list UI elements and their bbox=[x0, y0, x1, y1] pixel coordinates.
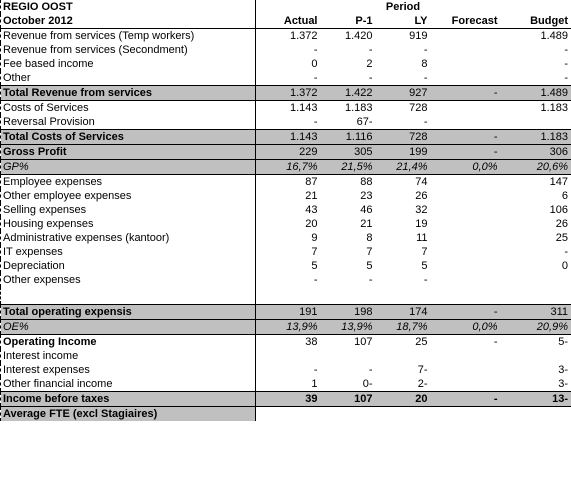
cell-ly: - bbox=[423, 44, 428, 56]
row-label: Income before taxes bbox=[1, 392, 256, 407]
cell-p1: 88 bbox=[360, 176, 373, 188]
row-label: Total Revenue from services bbox=[1, 86, 256, 101]
table-row bbox=[1, 86, 571, 101]
cell-forecast bbox=[431, 203, 501, 217]
cell-forecast bbox=[431, 363, 501, 377]
table-row bbox=[1, 145, 571, 160]
cell-ly: 8 bbox=[421, 58, 428, 70]
cell-actual: 38 bbox=[256, 335, 321, 350]
cell-ly: - bbox=[423, 274, 428, 286]
table-row bbox=[1, 245, 571, 259]
cell-p1: 67- bbox=[356, 116, 373, 128]
table-row bbox=[1, 259, 571, 273]
period-label: Period bbox=[385, 1, 421, 13]
cell-forecast bbox=[431, 273, 501, 287]
table-row bbox=[1, 43, 571, 57]
cell-p1: 107 bbox=[354, 336, 373, 348]
cell-ly: 25 bbox=[415, 336, 428, 348]
cell-ly bbox=[376, 349, 431, 363]
cell-ly: 20 bbox=[376, 392, 431, 407]
cell-budget: 306 bbox=[501, 145, 571, 160]
cell-forecast: 0,0% bbox=[431, 160, 501, 175]
cell-p1: 1.116 bbox=[321, 130, 376, 145]
table-row bbox=[1, 217, 571, 231]
cell-p1: 305 bbox=[321, 145, 376, 160]
cell-p1: - bbox=[368, 364, 373, 376]
cell-budget bbox=[501, 349, 571, 363]
cell-forecast bbox=[431, 43, 501, 57]
cell-budget: 147 bbox=[501, 175, 571, 190]
cell-actual: 7 bbox=[256, 245, 321, 259]
cell-p1: 5 bbox=[366, 260, 373, 272]
cell-p1: 0- bbox=[362, 378, 373, 390]
table-row bbox=[1, 305, 571, 320]
cell-ly bbox=[376, 287, 431, 305]
cell-actual: 43 bbox=[256, 203, 321, 217]
row-label: Other employee expenses bbox=[1, 189, 256, 203]
table-row bbox=[1, 335, 571, 350]
table-row bbox=[1, 231, 571, 245]
cell-budget: - bbox=[501, 245, 571, 259]
cell-actual: - bbox=[256, 115, 321, 130]
col-header-actual: Actual bbox=[256, 14, 321, 29]
cell-actual: 9 bbox=[256, 231, 321, 245]
cell-budget: 106 bbox=[501, 203, 571, 217]
cell-budget: 3- bbox=[501, 363, 571, 377]
col-header-forecast: Forecast bbox=[431, 14, 501, 29]
cell-actual: 1.143 bbox=[256, 130, 321, 145]
cell-actual: 1 bbox=[256, 377, 321, 392]
cell-actual: - bbox=[256, 43, 321, 57]
cell-ly: 74 bbox=[415, 176, 428, 188]
row-label: Interest expenses bbox=[1, 363, 256, 377]
cell-forecast bbox=[431, 349, 501, 363]
header-row-columns bbox=[1, 14, 571, 29]
cell-forecast: 0,0% bbox=[431, 320, 501, 335]
cell-p1: 1.183 bbox=[344, 102, 373, 114]
cell-ly: - bbox=[423, 116, 428, 128]
cell-ly: 32 bbox=[415, 204, 428, 216]
cell-ly: 728 bbox=[376, 130, 431, 145]
row-label: Costs of Services bbox=[1, 101, 256, 116]
cell-budget: - bbox=[501, 57, 571, 71]
region-title: REGIO OOST bbox=[1, 0, 256, 14]
cell-forecast bbox=[431, 231, 501, 245]
table-row bbox=[1, 115, 571, 130]
row-label: Interest income bbox=[1, 349, 256, 363]
row-label: Total Costs of Services bbox=[1, 130, 256, 145]
cell-forecast: - bbox=[431, 130, 501, 145]
cell-actual: 1.143 bbox=[256, 101, 321, 116]
cell-forecast bbox=[431, 71, 501, 86]
cell-budget bbox=[501, 115, 571, 130]
month-label: October 2012 bbox=[1, 14, 256, 29]
row-label: Selling expenses bbox=[1, 203, 256, 217]
cell-budget: 1.489 bbox=[501, 86, 571, 101]
cell-ly: 7 bbox=[421, 246, 428, 258]
cell-ly: 5 bbox=[421, 260, 428, 272]
cell-actual: 21 bbox=[256, 189, 321, 203]
row-label: Other expenses bbox=[1, 273, 256, 287]
row-label: GP% bbox=[1, 160, 256, 175]
table-row bbox=[1, 101, 571, 116]
cell-p1: - bbox=[368, 44, 373, 56]
cell-budget bbox=[501, 287, 571, 305]
cell-p1: 8 bbox=[366, 232, 373, 244]
row-label bbox=[1, 287, 256, 305]
row-label: Revenue from services (Temp workers) bbox=[1, 29, 256, 44]
table-row bbox=[1, 203, 571, 217]
cell-p1 bbox=[321, 287, 376, 305]
cell-p1: 1.422 bbox=[321, 86, 376, 101]
row-label: Total operating expensis bbox=[1, 305, 256, 320]
row-label: Housing expenses bbox=[1, 217, 256, 231]
cell-actual: 16,7% bbox=[256, 160, 321, 175]
cell-forecast bbox=[431, 245, 501, 259]
cell-actual: 5 bbox=[256, 259, 321, 273]
cell-ly: 19 bbox=[415, 218, 428, 230]
cell-p1: 21,5% bbox=[321, 160, 376, 175]
cell-ly: 7- bbox=[417, 364, 428, 376]
table-row bbox=[1, 175, 571, 190]
col-header-p1: P-1 bbox=[321, 14, 376, 29]
cell-budget: 13- bbox=[501, 392, 571, 407]
table-row bbox=[1, 71, 571, 86]
header-row-top bbox=[1, 0, 571, 14]
cell-ly: 21,4% bbox=[376, 160, 431, 175]
cell-forecast: - bbox=[431, 86, 501, 101]
row-label: OE% bbox=[1, 320, 256, 335]
cell-budget: 25 bbox=[501, 231, 571, 245]
table-row bbox=[1, 407, 571, 422]
table-row bbox=[1, 130, 571, 145]
cell-budget: - bbox=[501, 43, 571, 57]
table-row bbox=[1, 57, 571, 71]
table-row bbox=[1, 377, 571, 392]
cell-forecast bbox=[431, 115, 501, 130]
cell-ly: 26 bbox=[415, 190, 428, 202]
cell-budget: 26 bbox=[501, 217, 571, 231]
table-row bbox=[1, 29, 571, 44]
cell-actual: 0 bbox=[256, 57, 321, 71]
row-label: Administrative expenses (kantoor) bbox=[1, 231, 256, 245]
cell-ly: - bbox=[423, 72, 428, 84]
cell-p1: 2 bbox=[366, 58, 373, 70]
row-label: Depreciation bbox=[1, 259, 256, 273]
cell-forecast: - bbox=[431, 392, 501, 407]
cell-actual: 13,9% bbox=[256, 320, 321, 335]
cell-ly: 11 bbox=[416, 232, 428, 244]
fte-empty-cells bbox=[256, 407, 571, 422]
row-label: Average FTE (excl Stagiaires) bbox=[1, 407, 256, 422]
cell-budget: 311 bbox=[501, 305, 571, 320]
cell-actual: 1.372 bbox=[256, 29, 321, 44]
table-row bbox=[1, 363, 571, 377]
col-header-ly: LY bbox=[376, 14, 431, 29]
cell-actual: 39 bbox=[256, 392, 321, 407]
cell-actual: 1.372 bbox=[256, 86, 321, 101]
cell-actual: 87 bbox=[256, 175, 321, 190]
table-row bbox=[1, 189, 571, 203]
table-row bbox=[1, 320, 571, 335]
table-row bbox=[1, 349, 571, 363]
cell-budget: - bbox=[501, 71, 571, 86]
cell-forecast: - bbox=[493, 336, 498, 348]
cell-forecast bbox=[431, 175, 501, 190]
cell-actual: 20 bbox=[256, 217, 321, 231]
row-label: Operating Income bbox=[1, 335, 256, 350]
cell-p1: 7 bbox=[366, 246, 373, 258]
cell-actual: - bbox=[256, 71, 321, 86]
cell-actual: 229 bbox=[256, 145, 321, 160]
cell-ly: 927 bbox=[376, 86, 431, 101]
blank-row bbox=[1, 287, 571, 305]
cell-ly: 2- bbox=[417, 378, 428, 390]
cell-ly: 728 bbox=[409, 102, 428, 114]
cell-forecast bbox=[431, 377, 501, 392]
cell-p1: 107 bbox=[321, 392, 376, 407]
row-label: Other financial income bbox=[1, 377, 256, 392]
row-label: Revenue from services (Secondment) bbox=[1, 43, 256, 57]
cell-forecast bbox=[431, 259, 501, 273]
cell-p1: 13,9% bbox=[321, 320, 376, 335]
row-label: Reversal Provision bbox=[1, 115, 256, 130]
cell-p1: - bbox=[368, 72, 373, 84]
cell-forecast bbox=[431, 189, 501, 203]
row-label: Employee expenses bbox=[1, 175, 256, 190]
cell-p1 bbox=[321, 349, 376, 363]
cell-actual bbox=[256, 287, 321, 305]
cell-forecast bbox=[431, 217, 501, 231]
cell-p1: - bbox=[368, 274, 373, 286]
cell-forecast bbox=[431, 29, 501, 44]
cell-actual: 191 bbox=[256, 305, 321, 320]
row-label: IT expenses bbox=[1, 245, 256, 259]
cell-forecast bbox=[431, 101, 501, 116]
cell-budget: 5- bbox=[501, 335, 571, 350]
cell-forecast bbox=[431, 287, 501, 305]
cell-ly: 919 bbox=[409, 30, 428, 42]
table-row bbox=[1, 392, 571, 407]
cell-budget: 0 bbox=[501, 259, 571, 273]
cell-budget: 1.183 bbox=[501, 130, 571, 145]
cell-budget: 1.489 bbox=[501, 29, 571, 44]
cell-budget: 20,9% bbox=[501, 320, 571, 335]
cell-budget: 6 bbox=[501, 189, 571, 203]
cell-p1: 21 bbox=[360, 218, 373, 230]
cell-ly: 174 bbox=[376, 305, 431, 320]
cell-budget bbox=[501, 273, 571, 287]
cell-p1: 198 bbox=[321, 305, 376, 320]
table-row bbox=[1, 273, 571, 287]
row-label: Fee based income bbox=[1, 57, 256, 71]
cell-ly: 18,7% bbox=[376, 320, 431, 335]
cell-p1: 23 bbox=[360, 190, 373, 202]
cell-actual: - bbox=[256, 273, 321, 287]
cell-p1: 1.420 bbox=[344, 30, 373, 42]
cell-budget: 1.183 bbox=[501, 101, 571, 116]
cell-actual: - bbox=[256, 363, 321, 377]
cell-budget: 20,6% bbox=[501, 160, 571, 175]
cell-actual bbox=[256, 349, 321, 363]
row-label: Gross Profit bbox=[1, 145, 256, 160]
col-header-budget: Budget bbox=[501, 14, 571, 29]
table-row bbox=[1, 160, 571, 175]
cell-budget: 3- bbox=[501, 377, 571, 392]
row-label: Other bbox=[1, 71, 256, 86]
cell-forecast: - bbox=[431, 145, 501, 160]
cell-forecast bbox=[431, 57, 501, 71]
cell-ly: 199 bbox=[376, 145, 431, 160]
cell-forecast: - bbox=[431, 305, 501, 320]
cell-p1: 46 bbox=[360, 204, 373, 216]
